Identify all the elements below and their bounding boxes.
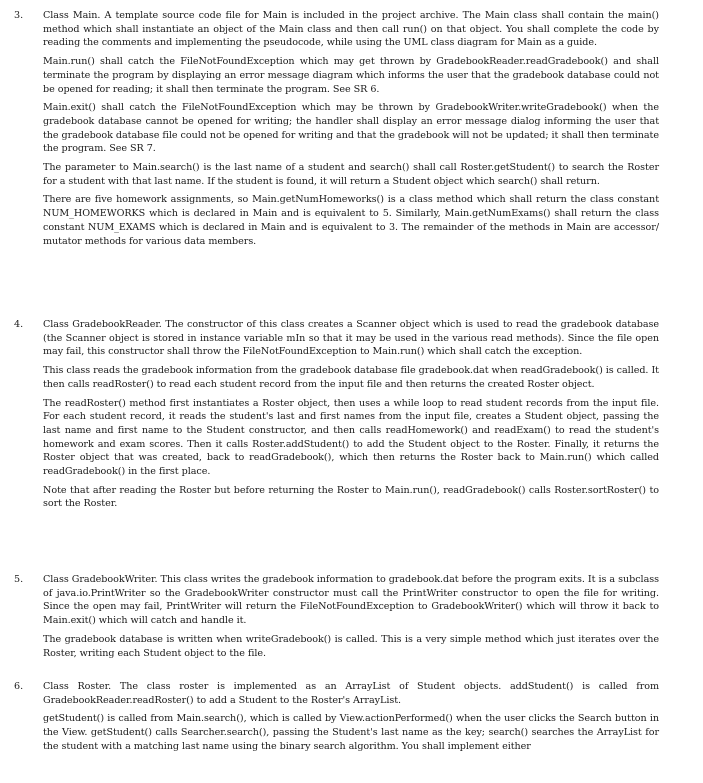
paragraph: getStudent() is called from Main.search(), which is called by View.actionPerformed() when the user clicks the Search button in the View. getStudent() calls Searcher.search(), passing the Student's last name as the key; search() searches the ArrayList for the student with a matching last name using the binary search algorithm. You shall implement either	[43, 713, 659, 752]
list-item-4	[14, 318, 659, 511]
paragraph: The parameter to Main.search() is the last name of a student and search() shall call Roster.getStudent() to search the Roster for a student with that last name. If the student is found, it will return a Student object which search() shall return.	[43, 162, 659, 187]
list-item-5	[14, 573, 659, 660]
paragraph: Class GradebookReader. The constructor of this class creates a Scanner object which is used to read the gradebook database (the Scanner object is stored in instance variable mIn so that it may be used in the various read methods). Since the file open may fail, this constructor shall throw the FileNotFoundException to Main.run() which shall catch the exception.	[43, 319, 659, 358]
paragraph: Main.run() shall catch the FileNotFoundException which may get thrown by GradebookReader.readGradebook() and shall terminate the program by displaying an error message diagram which informs the user that the gradebook database could not be opened for reading; it shall then terminate the program. See SR 6.	[43, 56, 659, 95]
paragraph: There are five homework assignments, so Main.getNumHomeworks() is a class method which shall return the class constant NUM_HOMEWORKS which is declared in Main and is equivalent to 5. Similarly, Main.getNumExams() shall return the class constant NUM_EXAMS which is declared in Main and is equivalent to 3. The remainder of the methods in Main are accessor/ mutator methods for various data members.	[43, 194, 659, 247]
item-number: 4.	[14, 319, 24, 330]
list-item-3	[14, 9, 659, 248]
list-item-6	[14, 680, 659, 754]
paragraph: This class reads the gradebook information from the gradebook database file gradebook.dat when readGradebook() is called. It then calls readRoster() to read each student record from the input file and then returns the created Roster object.	[43, 365, 659, 390]
paragraph: Class Main. A template source code file for Main is included in the project archive. The Main class shall contain the main() method which shall instantiate an object of the Main class and then call run() on that object. You shall complete the code by reading the comments and implementing the pseudocode, while using the UML class diagram for Main as a guide.	[43, 10, 659, 49]
item-number: 5.	[14, 574, 24, 585]
paragraph: The readRoster() method first instantiates a Roster object, then uses a while loop to read student records from the input file. For each student record, it reads the student's last and first names from the input file, creates a Student object, passing the last name and first name to the Student constructor, and then calls readHomework() and readExam() to read the student's homework and exam scores. Then it calls Roster.addStudent() to add the Student object to the Roster. Finally, it returns the Roster object that was created, back to readGradebook(), which then returns the Roster back to Main.run() which called readGradebook() in the first place.	[43, 397, 659, 478]
paragraph: Class GradebookWriter. This class writes the gradebook information to gradebook.dat before the program exits. It is a subclass of java.io.PrintWriter so the GradebookWriter constructor must call the PrintWriter constructor to open the file for writing. Since the open may fail, PrintWriter will return the FileNotFoundException to GradebookWriter() which will throw it back to Main.exit() which will catch and handle it.	[43, 574, 659, 627]
paragraph: Class Roster. The class roster is implemented as an ArrayList of Student objects. addStudent() is called from GradebookReader.readRoster() to add a Student to the Roster's ArrayList.	[43, 681, 659, 706]
paragraph: The gradebook database is written when writeGradebook() is called. This is a very simple method which just iterates over the Roster, writing each Student object to the file.	[43, 633, 659, 659]
item-number: 3.	[14, 10, 24, 21]
item-number: 6.	[14, 681, 24, 692]
paragraph: Main.exit() shall catch the FileNotFoundException which may be thrown by GradebookWriter.writeGradebook() when the gradebook database cannot be opened for writing; the handler shall display an error message dialog informing the user that the gradebook database file could not be opened for writing and that the gradebook will not be updated; it shall then terminate the program. See SR 7.	[43, 102, 659, 155]
paragraph: Note that after reading the Roster but before returning the Roster to Main.run(), readGradebook() calls Roster.sortRoster() to sort the Roster.	[43, 484, 659, 510]
